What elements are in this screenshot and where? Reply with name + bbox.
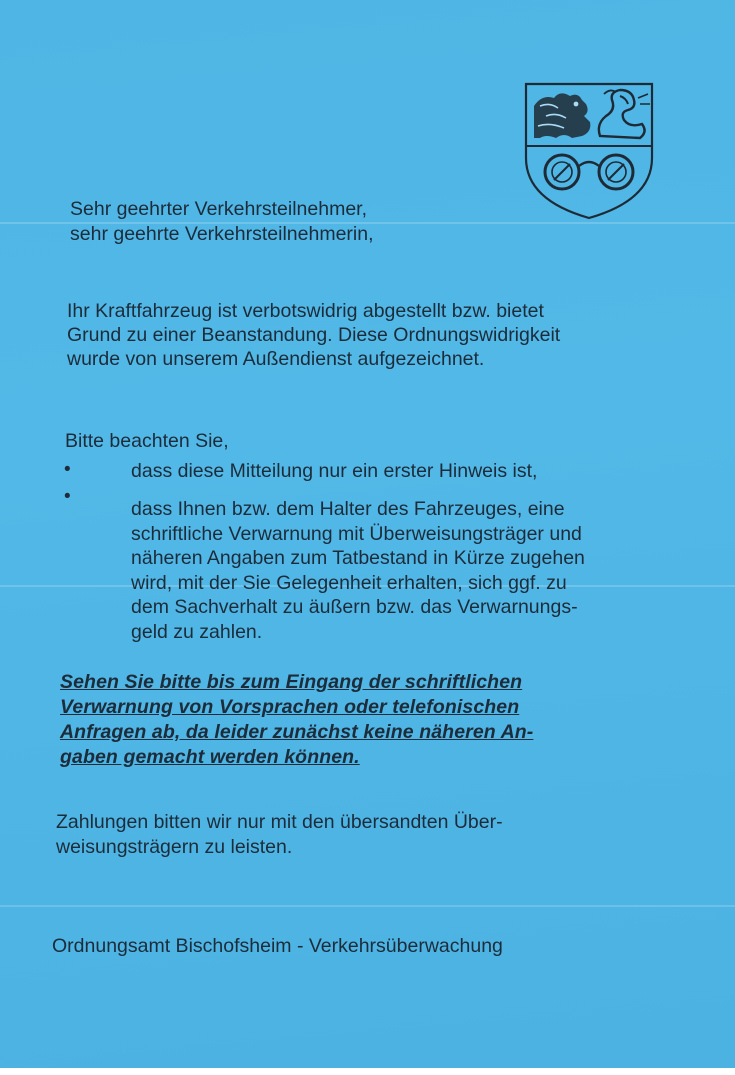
paragraph-line: wurde von unserem Außendienst aufgezeichnet. — [67, 348, 485, 370]
notice-intro: Bitte beachten Sie, — [65, 430, 229, 452]
bullet-marker: • — [64, 486, 71, 507]
salutation-line: Sehr geehrter Verkehrsteilnehmer, — [70, 198, 367, 220]
bullet-line: geld zu zahlen. — [131, 620, 263, 643]
warning-line: gaben gemacht werden können. — [60, 746, 360, 768]
paragraph-line: Ihr Kraftfahrzeug ist verbotswidrig abgestellt bzw. bietet — [67, 300, 544, 322]
paragraph-line: Grund zu einer Beanstandung. Diese Ordnungswidrigkeit — [67, 324, 561, 346]
violation-paragraph — [67, 299, 560, 371]
bullet-item — [131, 497, 585, 644]
scan-margin — [0, 1068, 735, 1075]
salutation-line: sehr geehrte Verkehrsteilnehmerin, — [70, 223, 374, 245]
salutation — [70, 197, 374, 247]
bullet-item — [131, 460, 537, 483]
bullet-line: wird, mit der Sie Gelegenheit erhalten, sich ggf. zu — [131, 571, 567, 594]
warning-line: Sehen Sie bitte bis zum Eingang der schriftlichen — [60, 671, 523, 693]
coat-of-arms-icon — [520, 76, 658, 222]
payment-line: Zahlungen bitten wir nur mit den übersandten Über- — [56, 811, 503, 833]
bullet-line: näheren Angaben zum Tatbestand in Kürze zugehen — [131, 547, 585, 569]
payment-note — [56, 810, 503, 860]
paper-fold — [0, 905, 735, 907]
signature-footer: Ordnungsamt Bischofsheim - Verkehrsüberwachung — [52, 935, 503, 957]
bullet-line: schriftliche Verwarnung mit Überweisungsträger und — [131, 522, 582, 545]
warning-paragraph — [60, 670, 533, 770]
warning-line: Anfragen ab, da leider zunächst keine näheren An- — [60, 721, 534, 743]
bullet-line: dem Sachverhalt zu äußern bzw. das Verwarnungs- — [131, 596, 578, 618]
bullet-marker: • — [64, 459, 71, 480]
bullet-line: dass diese Mitteilung nur ein erster Hinweis ist, — [131, 460, 538, 482]
payment-line: weisungsträgern zu leisten. — [56, 836, 293, 858]
bullet-line: dass Ihnen bzw. dem Halter des Fahrzeuges, eine — [131, 498, 565, 520]
warning-line: Verwarnung von Vorsprachen oder telefonischen — [60, 696, 520, 718]
